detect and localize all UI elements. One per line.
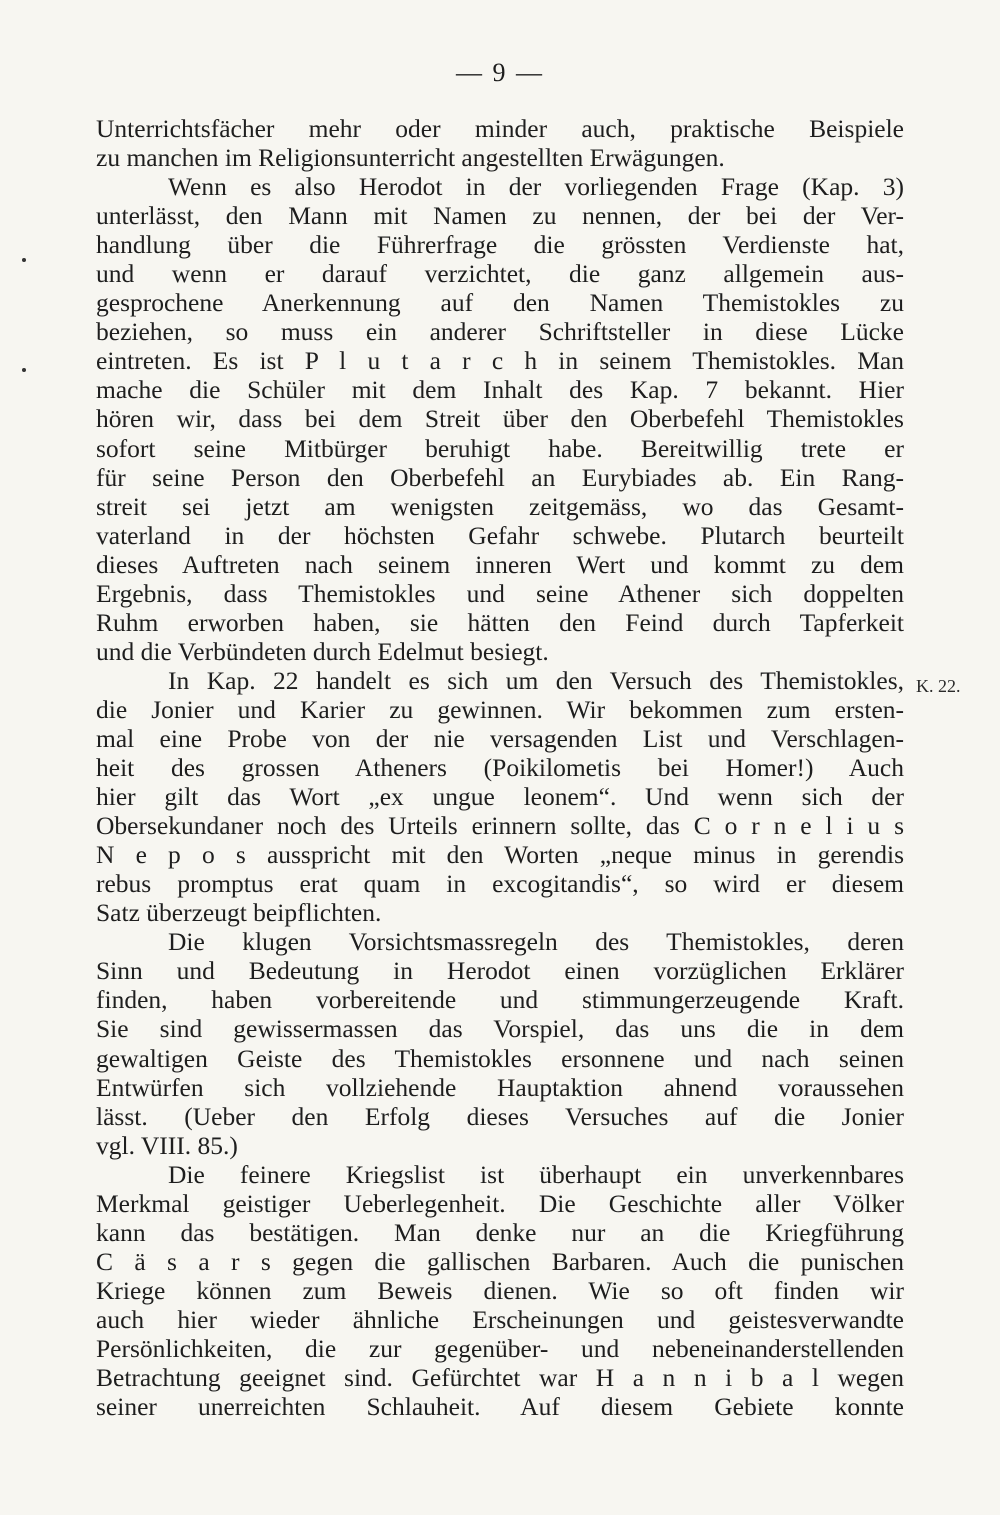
text-line: rebus promptus erat quam in excogitandis“, so wird er diesem bbox=[96, 869, 904, 899]
text-line: Ergebnis, dass Themistokles und seine Athener sich doppelten bbox=[96, 578, 904, 608]
text-line: mache die Schüler mit dem Inhalt des Kap. 7 bekannt. Hier bbox=[96, 375, 904, 405]
text-line: vgl. VIII. 85.) bbox=[96, 1130, 238, 1160]
text-line: hier gilt das Wort „ex ungue leonem“. Und wenn sich der bbox=[96, 782, 904, 812]
text-line: Obersekundaner noch des Urteils erinnern sollte, das C o r n e l i u s bbox=[96, 811, 904, 841]
text-line: In Kap. 22 handelt es sich um den Versuch des Themistokles, bbox=[168, 665, 904, 695]
text-line: C ä s a r s gegen die gallischen Barbaren. Auch die punischen bbox=[96, 1246, 904, 1276]
text-line: Satz überzeugt beipflichten. bbox=[96, 898, 382, 928]
text-line: Die feinere Kriegslist ist überhaupt ein unverkennbares bbox=[168, 1159, 904, 1189]
text-line: eintreten. Es ist P l u t a r c h in seinem Themistokles. Man bbox=[96, 346, 904, 376]
text-line: N e p o s ausspricht mit den Worten „neque minus in gerendis bbox=[96, 840, 904, 870]
text-line: Betrachtung geeignet sind. Gefürchtet war H a n n i b a l wegen bbox=[96, 1363, 904, 1393]
text-line: handlung über die Führerfrage die grössten Verdienste hat, bbox=[96, 230, 904, 260]
text-line: Wenn es also Herodot in der vorliegenden Frage (Kap. 3) bbox=[168, 172, 904, 202]
text-line: Sinn und Bedeutung in Herodot einen vorzüglichen Erklärer bbox=[96, 956, 904, 986]
text-line: vaterland in der höchsten Gefahr schwebe. Plutarch beurteilt bbox=[96, 520, 904, 550]
margin-dot-2 bbox=[22, 368, 26, 372]
page-number: — 9 — bbox=[456, 58, 544, 87]
text-line: hören wir, dass bei dem Streit über den Oberbefehl Themistokles bbox=[96, 404, 904, 434]
text-line: zu manchen im Religionsunterricht angestellten Erwägungen. bbox=[96, 143, 725, 173]
margin-dot-1 bbox=[22, 258, 26, 262]
text-line: Die klugen Vorsichtsmassregeln des Themistokles, deren bbox=[168, 927, 904, 957]
text-line: finden, haben vorbereitende und stimmungerzeugende Kraft. bbox=[96, 985, 904, 1015]
text-line: unterlässt, den Mann mit Namen zu nennen, der bei der Ver- bbox=[96, 201, 904, 231]
text-line: Unterrichtsfächer mehr oder minder auch, praktische Beispiele bbox=[96, 114, 904, 143]
text-line: mal eine Probe von der nie versagenden List und Verschlagen- bbox=[96, 723, 904, 753]
text-line: Entwürfen sich vollziehende Hauptaktion ahnend voraussehen bbox=[96, 1072, 904, 1102]
text-line: heit des grossen Atheners (Poikilometis bei Homer!) Auch bbox=[96, 753, 904, 783]
text-line: kann das bestätigen. Man denke nur an die Kriegführung bbox=[96, 1217, 904, 1247]
text-line: auch hier wieder ähnliche Erscheinungen und geistesverwandte bbox=[96, 1304, 904, 1334]
text-line: Persönlichkeiten, die zur gegenüber- und nebeneinanderstellenden bbox=[96, 1333, 904, 1363]
text-line: sofort seine Mitbürger beruhigt habe. Bereitwillig trete er bbox=[96, 433, 904, 463]
text-line: für seine Person den Oberbefehl an Eurybiades ab. Ein Rang- bbox=[96, 462, 904, 492]
text-line: gewaltigen Geiste des Themistokles ersonnene und nach seinen bbox=[96, 1043, 904, 1073]
text-line: dieses Auftreten nach seinem inneren Wert und kommt zu dem bbox=[96, 549, 904, 579]
text-line: Ruhm erworben haben, sie hätten den Feind durch Tapferkeit bbox=[96, 607, 904, 637]
text-line: seiner unerreichten Schlauheit. Auf diesem Gebiete konnte bbox=[96, 1392, 904, 1422]
text-line: und die Verbündeten durch Edelmut besiegt. bbox=[96, 636, 549, 666]
text-line: streit sei jetzt am wenigsten zeitgemäss, wo das Gesamt- bbox=[96, 491, 904, 521]
margin-note: K. 22. bbox=[916, 676, 961, 696]
body-text bbox=[96, 114, 904, 1421]
text-line: Sie sind gewissermassen das Vorspiel, das uns die in dem bbox=[96, 1014, 904, 1044]
text-line: gesprochene Anerkennung auf den Namen Themistokles zu bbox=[96, 288, 904, 318]
text-line: die Jonier und Karier zu gewinnen. Wir bekommen zum ersten- bbox=[96, 694, 904, 724]
text-line: Merkmal geistiger Ueberlegenheit. Die Geschichte aller Völker bbox=[96, 1188, 904, 1218]
text-line: Kriege können zum Beweis dienen. Wie so oft finden wir bbox=[96, 1275, 904, 1305]
text-line: und wenn er darauf verzichtet, die ganz allgemein aus- bbox=[96, 259, 904, 289]
text-line: beziehen, so muss ein anderer Schriftsteller in diese Lücke bbox=[96, 317, 904, 347]
text-line: lässt. (Ueber den Erfolg dieses Versuches auf die Jonier bbox=[96, 1101, 904, 1131]
